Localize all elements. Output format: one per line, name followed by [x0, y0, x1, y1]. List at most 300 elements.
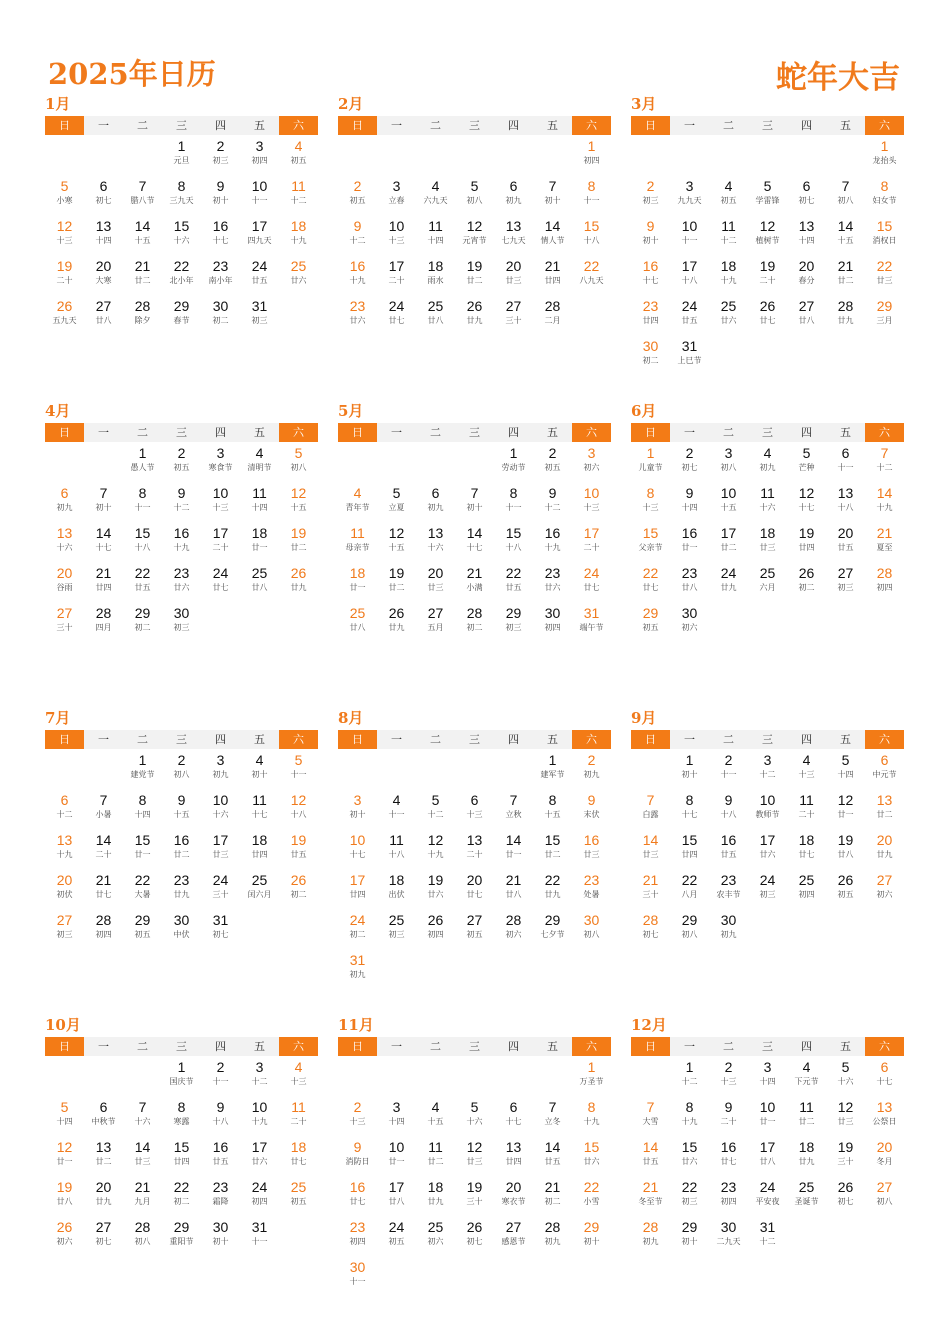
day-cell[interactable] [572, 909, 611, 949]
day-cell[interactable] [455, 1176, 494, 1216]
day-cell[interactable] [377, 789, 416, 829]
day-cell[interactable] [338, 175, 377, 215]
day-cell[interactable] [45, 255, 84, 295]
day-cell[interactable] [533, 829, 572, 869]
day-cell[interactable] [279, 829, 318, 869]
day-cell[interactable] [865, 1136, 904, 1176]
day-cell[interactable] [279, 1136, 318, 1176]
day-cell[interactable] [670, 1056, 709, 1096]
day-cell[interactable] [416, 215, 455, 255]
day-cell[interactable] [162, 482, 201, 522]
day-cell[interactable] [865, 522, 904, 562]
day-cell[interactable] [670, 255, 709, 295]
day-cell[interactable] [377, 175, 416, 215]
day-cell[interactable] [338, 909, 377, 949]
day-cell[interactable] [377, 1136, 416, 1176]
day-cell[interactable] [45, 562, 84, 602]
day-cell[interactable] [494, 255, 533, 295]
day-cell[interactable] [416, 909, 455, 949]
day-cell[interactable] [533, 1176, 572, 1216]
day-cell[interactable] [787, 522, 826, 562]
day-cell[interactable] [84, 1216, 123, 1256]
day-cell[interactable] [123, 295, 162, 335]
day-cell[interactable] [787, 829, 826, 869]
day-cell[interactable] [572, 869, 611, 909]
day-cell[interactable] [162, 909, 201, 949]
day-cell[interactable] [84, 869, 123, 909]
day-cell[interactable] [826, 482, 865, 522]
day-cell[interactable] [533, 1096, 572, 1136]
day-cell[interactable] [631, 909, 670, 949]
day-cell[interactable] [84, 215, 123, 255]
day-cell[interactable] [162, 829, 201, 869]
day-cell[interactable] [455, 869, 494, 909]
day-cell[interactable] [709, 255, 748, 295]
day-cell[interactable] [201, 295, 240, 335]
day-cell[interactable] [826, 749, 865, 789]
day-cell[interactable] [162, 1056, 201, 1096]
day-cell[interactable] [240, 789, 279, 829]
day-cell[interactable] [162, 1216, 201, 1256]
day-cell[interactable] [494, 1096, 533, 1136]
day-cell[interactable] [123, 255, 162, 295]
day-cell[interactable] [865, 175, 904, 215]
day-cell[interactable] [45, 175, 84, 215]
day-cell[interactable] [123, 175, 162, 215]
day-cell[interactable] [494, 442, 533, 482]
day-cell[interactable] [787, 869, 826, 909]
day-cell[interactable] [865, 749, 904, 789]
day-cell[interactable] [45, 869, 84, 909]
day-cell[interactable] [533, 562, 572, 602]
day-cell[interactable] [670, 1096, 709, 1136]
day-cell[interactable] [631, 295, 670, 335]
day-cell[interactable] [279, 562, 318, 602]
day-cell[interactable] [631, 602, 670, 642]
day-cell[interactable] [572, 522, 611, 562]
day-cell[interactable] [377, 602, 416, 642]
day-cell[interactable] [494, 1216, 533, 1256]
day-cell[interactable] [494, 482, 533, 522]
day-cell[interactable] [826, 789, 865, 829]
day-cell[interactable] [201, 1096, 240, 1136]
day-cell[interactable] [631, 1176, 670, 1216]
day-cell[interactable] [123, 1136, 162, 1176]
day-cell[interactable] [631, 1136, 670, 1176]
day-cell[interactable] [631, 789, 670, 829]
day-cell[interactable] [45, 1096, 84, 1136]
day-cell[interactable] [748, 442, 787, 482]
day-cell[interactable] [201, 749, 240, 789]
day-cell[interactable] [826, 295, 865, 335]
day-cell[interactable] [377, 482, 416, 522]
day-cell[interactable] [670, 909, 709, 949]
day-cell[interactable] [533, 482, 572, 522]
day-cell[interactable] [416, 869, 455, 909]
day-cell[interactable] [631, 522, 670, 562]
day-cell[interactable] [709, 789, 748, 829]
day-cell[interactable] [162, 1096, 201, 1136]
day-cell[interactable] [279, 869, 318, 909]
day-cell[interactable] [416, 522, 455, 562]
day-cell[interactable] [826, 1176, 865, 1216]
day-cell[interactable] [631, 175, 670, 215]
day-cell[interactable] [240, 255, 279, 295]
day-cell[interactable] [748, 749, 787, 789]
day-cell[interactable] [162, 1176, 201, 1216]
day-cell[interactable] [45, 1216, 84, 1256]
day-cell[interactable] [670, 562, 709, 602]
day-cell[interactable] [865, 135, 904, 175]
day-cell[interactable] [826, 829, 865, 869]
day-cell[interactable] [787, 1096, 826, 1136]
day-cell[interactable] [826, 215, 865, 255]
day-cell[interactable] [416, 255, 455, 295]
day-cell[interactable] [709, 869, 748, 909]
day-cell[interactable] [709, 1136, 748, 1176]
day-cell[interactable] [865, 829, 904, 869]
day-cell[interactable] [670, 829, 709, 869]
day-cell[interactable] [84, 295, 123, 335]
day-cell[interactable] [494, 562, 533, 602]
day-cell[interactable] [123, 869, 162, 909]
day-cell[interactable] [201, 1216, 240, 1256]
day-cell[interactable] [84, 1136, 123, 1176]
day-cell[interactable] [123, 789, 162, 829]
day-cell[interactable] [709, 909, 748, 949]
day-cell[interactable] [787, 175, 826, 215]
day-cell[interactable] [240, 175, 279, 215]
day-cell[interactable] [572, 255, 611, 295]
day-cell[interactable] [865, 789, 904, 829]
day-cell[interactable] [533, 909, 572, 949]
day-cell[interactable] [572, 442, 611, 482]
day-cell[interactable] [572, 1136, 611, 1176]
day-cell[interactable] [416, 829, 455, 869]
day-cell[interactable] [748, 1216, 787, 1256]
day-cell[interactable] [123, 442, 162, 482]
day-cell[interactable] [416, 295, 455, 335]
day-cell[interactable] [84, 255, 123, 295]
day-cell[interactable] [670, 749, 709, 789]
day-cell[interactable] [709, 295, 748, 335]
day-cell[interactable] [338, 1256, 377, 1296]
day-cell[interactable] [631, 869, 670, 909]
day-cell[interactable] [670, 295, 709, 335]
day-cell[interactable] [826, 522, 865, 562]
day-cell[interactable] [494, 789, 533, 829]
day-cell[interactable] [709, 442, 748, 482]
day-cell[interactable] [865, 442, 904, 482]
day-cell[interactable] [240, 135, 279, 175]
day-cell[interactable] [787, 562, 826, 602]
day-cell[interactable] [670, 175, 709, 215]
day-cell[interactable] [84, 829, 123, 869]
day-cell[interactable] [670, 442, 709, 482]
day-cell[interactable] [45, 602, 84, 642]
day-cell[interactable] [201, 829, 240, 869]
day-cell[interactable] [670, 335, 709, 375]
day-cell[interactable] [45, 909, 84, 949]
day-cell[interactable] [670, 602, 709, 642]
day-cell[interactable] [572, 1176, 611, 1216]
day-cell[interactable] [338, 829, 377, 869]
day-cell[interactable] [533, 789, 572, 829]
day-cell[interactable] [670, 789, 709, 829]
day-cell[interactable] [709, 215, 748, 255]
day-cell[interactable] [240, 482, 279, 522]
day-cell[interactable] [494, 829, 533, 869]
day-cell[interactable] [338, 295, 377, 335]
day-cell[interactable] [670, 522, 709, 562]
day-cell[interactable] [84, 175, 123, 215]
day-cell[interactable] [279, 255, 318, 295]
day-cell[interactable] [377, 1216, 416, 1256]
day-cell[interactable] [279, 749, 318, 789]
day-cell[interactable] [416, 1136, 455, 1176]
day-cell[interactable] [377, 295, 416, 335]
day-cell[interactable] [748, 295, 787, 335]
day-cell[interactable] [865, 215, 904, 255]
day-cell[interactable] [162, 789, 201, 829]
day-cell[interactable] [338, 602, 377, 642]
day-cell[interactable] [455, 255, 494, 295]
day-cell[interactable] [338, 1216, 377, 1256]
day-cell[interactable] [45, 1176, 84, 1216]
day-cell[interactable] [826, 869, 865, 909]
day-cell[interactable] [84, 1176, 123, 1216]
day-cell[interactable] [787, 1056, 826, 1096]
day-cell[interactable] [123, 1176, 162, 1216]
day-cell[interactable] [162, 135, 201, 175]
day-cell[interactable] [338, 1136, 377, 1176]
day-cell[interactable] [826, 175, 865, 215]
day-cell[interactable] [631, 829, 670, 869]
day-cell[interactable] [709, 522, 748, 562]
day-cell[interactable] [826, 562, 865, 602]
day-cell[interactable] [455, 215, 494, 255]
day-cell[interactable] [572, 829, 611, 869]
day-cell[interactable] [748, 255, 787, 295]
day-cell[interactable] [572, 482, 611, 522]
day-cell[interactable] [787, 1136, 826, 1176]
day-cell[interactable] [748, 1176, 787, 1216]
day-cell[interactable] [45, 789, 84, 829]
day-cell[interactable] [84, 602, 123, 642]
day-cell[interactable] [670, 215, 709, 255]
day-cell[interactable] [123, 602, 162, 642]
day-cell[interactable] [279, 1096, 318, 1136]
day-cell[interactable] [279, 1056, 318, 1096]
day-cell[interactable] [338, 949, 377, 989]
day-cell[interactable] [162, 869, 201, 909]
day-cell[interactable] [279, 789, 318, 829]
day-cell[interactable] [279, 175, 318, 215]
day-cell[interactable] [416, 1216, 455, 1256]
day-cell[interactable] [631, 215, 670, 255]
day-cell[interactable] [416, 1176, 455, 1216]
day-cell[interactable] [201, 442, 240, 482]
day-cell[interactable] [240, 295, 279, 335]
day-cell[interactable] [377, 909, 416, 949]
day-cell[interactable] [670, 1136, 709, 1176]
day-cell[interactable] [240, 562, 279, 602]
day-cell[interactable] [572, 1056, 611, 1096]
day-cell[interactable] [572, 749, 611, 789]
day-cell[interactable] [123, 1096, 162, 1136]
day-cell[interactable] [201, 215, 240, 255]
day-cell[interactable] [455, 909, 494, 949]
day-cell[interactable] [494, 869, 533, 909]
day-cell[interactable] [240, 869, 279, 909]
day-cell[interactable] [201, 482, 240, 522]
day-cell[interactable] [45, 295, 84, 335]
day-cell[interactable] [670, 482, 709, 522]
day-cell[interactable] [748, 869, 787, 909]
day-cell[interactable] [572, 562, 611, 602]
day-cell[interactable] [787, 215, 826, 255]
day-cell[interactable] [631, 1216, 670, 1256]
day-cell[interactable] [338, 255, 377, 295]
day-cell[interactable] [455, 829, 494, 869]
day-cell[interactable] [572, 135, 611, 175]
day-cell[interactable] [748, 482, 787, 522]
day-cell[interactable] [494, 909, 533, 949]
day-cell[interactable] [826, 1136, 865, 1176]
day-cell[interactable] [631, 562, 670, 602]
day-cell[interactable] [787, 1176, 826, 1216]
day-cell[interactable] [748, 789, 787, 829]
day-cell[interactable] [494, 295, 533, 335]
day-cell[interactable] [123, 522, 162, 562]
day-cell[interactable] [123, 829, 162, 869]
day-cell[interactable] [748, 1136, 787, 1176]
day-cell[interactable] [455, 522, 494, 562]
day-cell[interactable] [787, 295, 826, 335]
day-cell[interactable] [709, 1056, 748, 1096]
day-cell[interactable] [162, 602, 201, 642]
day-cell[interactable] [162, 442, 201, 482]
day-cell[interactable] [533, 522, 572, 562]
day-cell[interactable] [377, 215, 416, 255]
day-cell[interactable] [865, 1056, 904, 1096]
day-cell[interactable] [45, 482, 84, 522]
day-cell[interactable] [787, 482, 826, 522]
day-cell[interactable] [787, 789, 826, 829]
day-cell[interactable] [533, 869, 572, 909]
day-cell[interactable] [826, 1096, 865, 1136]
day-cell[interactable] [709, 562, 748, 602]
day-cell[interactable] [572, 789, 611, 829]
day-cell[interactable] [201, 255, 240, 295]
day-cell[interactable] [709, 482, 748, 522]
day-cell[interactable] [787, 255, 826, 295]
day-cell[interactable] [455, 789, 494, 829]
day-cell[interactable] [240, 1136, 279, 1176]
day-cell[interactable] [631, 255, 670, 295]
day-cell[interactable] [865, 562, 904, 602]
day-cell[interactable] [123, 215, 162, 255]
day-cell[interactable] [865, 295, 904, 335]
day-cell[interactable] [748, 522, 787, 562]
day-cell[interactable] [572, 1096, 611, 1136]
day-cell[interactable] [240, 215, 279, 255]
day-cell[interactable] [338, 522, 377, 562]
day-cell[interactable] [162, 295, 201, 335]
day-cell[interactable] [670, 869, 709, 909]
day-cell[interactable] [45, 522, 84, 562]
day-cell[interactable] [84, 1096, 123, 1136]
day-cell[interactable] [533, 255, 572, 295]
day-cell[interactable] [201, 562, 240, 602]
day-cell[interactable] [533, 1136, 572, 1176]
day-cell[interactable] [162, 255, 201, 295]
day-cell[interactable] [338, 562, 377, 602]
day-cell[interactable] [416, 562, 455, 602]
day-cell[interactable] [201, 522, 240, 562]
day-cell[interactable] [45, 1136, 84, 1176]
day-cell[interactable] [279, 215, 318, 255]
day-cell[interactable] [494, 1176, 533, 1216]
day-cell[interactable] [455, 602, 494, 642]
day-cell[interactable] [84, 789, 123, 829]
day-cell[interactable] [279, 1176, 318, 1216]
day-cell[interactable] [533, 1216, 572, 1256]
day-cell[interactable] [533, 175, 572, 215]
day-cell[interactable] [494, 175, 533, 215]
day-cell[interactable] [748, 1056, 787, 1096]
day-cell[interactable] [201, 175, 240, 215]
day-cell[interactable] [338, 215, 377, 255]
day-cell[interactable] [123, 562, 162, 602]
day-cell[interactable] [865, 1096, 904, 1136]
day-cell[interactable] [377, 562, 416, 602]
day-cell[interactable] [455, 1216, 494, 1256]
day-cell[interactable] [572, 602, 611, 642]
day-cell[interactable] [416, 175, 455, 215]
day-cell[interactable] [455, 562, 494, 602]
day-cell[interactable] [162, 215, 201, 255]
day-cell[interactable] [533, 442, 572, 482]
day-cell[interactable] [201, 909, 240, 949]
day-cell[interactable] [494, 602, 533, 642]
day-cell[interactable] [45, 215, 84, 255]
day-cell[interactable] [240, 829, 279, 869]
day-cell[interactable] [670, 1176, 709, 1216]
day-cell[interactable] [279, 522, 318, 562]
day-cell[interactable] [416, 602, 455, 642]
day-cell[interactable] [709, 175, 748, 215]
day-cell[interactable] [670, 1216, 709, 1256]
day-cell[interactable] [709, 749, 748, 789]
day-cell[interactable] [201, 1136, 240, 1176]
day-cell[interactable] [162, 749, 201, 789]
day-cell[interactable] [162, 562, 201, 602]
day-cell[interactable] [240, 522, 279, 562]
day-cell[interactable] [455, 1096, 494, 1136]
day-cell[interactable] [748, 175, 787, 215]
day-cell[interactable] [533, 215, 572, 255]
day-cell[interactable] [240, 1216, 279, 1256]
day-cell[interactable] [494, 215, 533, 255]
day-cell[interactable] [865, 255, 904, 295]
day-cell[interactable] [84, 482, 123, 522]
day-cell[interactable] [377, 869, 416, 909]
day-cell[interactable] [201, 1176, 240, 1216]
day-cell[interactable] [709, 1216, 748, 1256]
day-cell[interactable] [279, 482, 318, 522]
day-cell[interactable] [709, 1096, 748, 1136]
